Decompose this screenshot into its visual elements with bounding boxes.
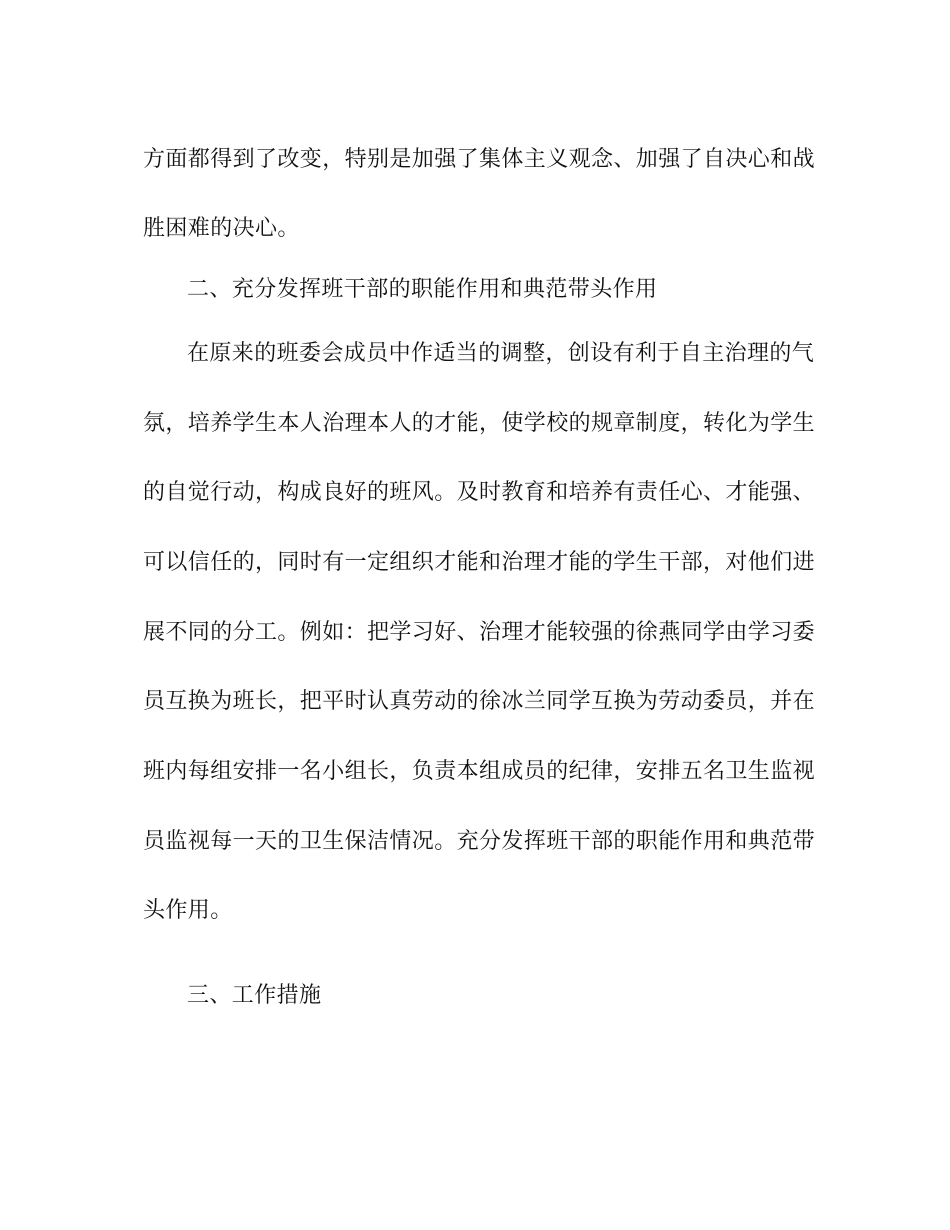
body-text-line: 方面都得到了改变，特别是加强了集体主义观念、加强了自决心和战 [143,147,816,172]
body-text-line: 可以信任的，同时有一定组织才能和治理才能的学生干部，对他们进 [143,550,816,575]
body-text-line: 员互换为班长，把平时认真劳动的徐冰兰同学互换为劳动委员，并在 [143,689,816,714]
paragraph-first-line: 在原来的班委会成员中作适当的调整，创设有利于自主治理的气 [187,341,815,366]
body-text-line: 头作用。 [143,898,233,923]
body-text-line: 的自觉行动，构成良好的班风。及时教育和培养有责任心、才能强、 [143,480,816,505]
body-text-line: 氛，培养学生本人治理本人的才能，使学校的规章制度，转化为学生 [143,411,816,436]
body-text-line: 班内每组安排一名小组长，负责本组成员的纪律，安排五名卫生监视 [143,759,816,784]
body-text-line: 展不同的分工。例如：把学习好、治理才能较强的徐燕同学由学习委 [143,620,816,645]
body-text-line: 胜困难的决心。 [143,216,300,241]
section-heading: 三、工作措施 [187,983,322,1008]
body-text-line: 员监视每一天的卫生保洁情况。充分发挥班干部的职能作用和典范带 [143,829,816,854]
section-heading: 二、充分发挥班干部的职能作用和典范带头作用 [187,277,658,302]
